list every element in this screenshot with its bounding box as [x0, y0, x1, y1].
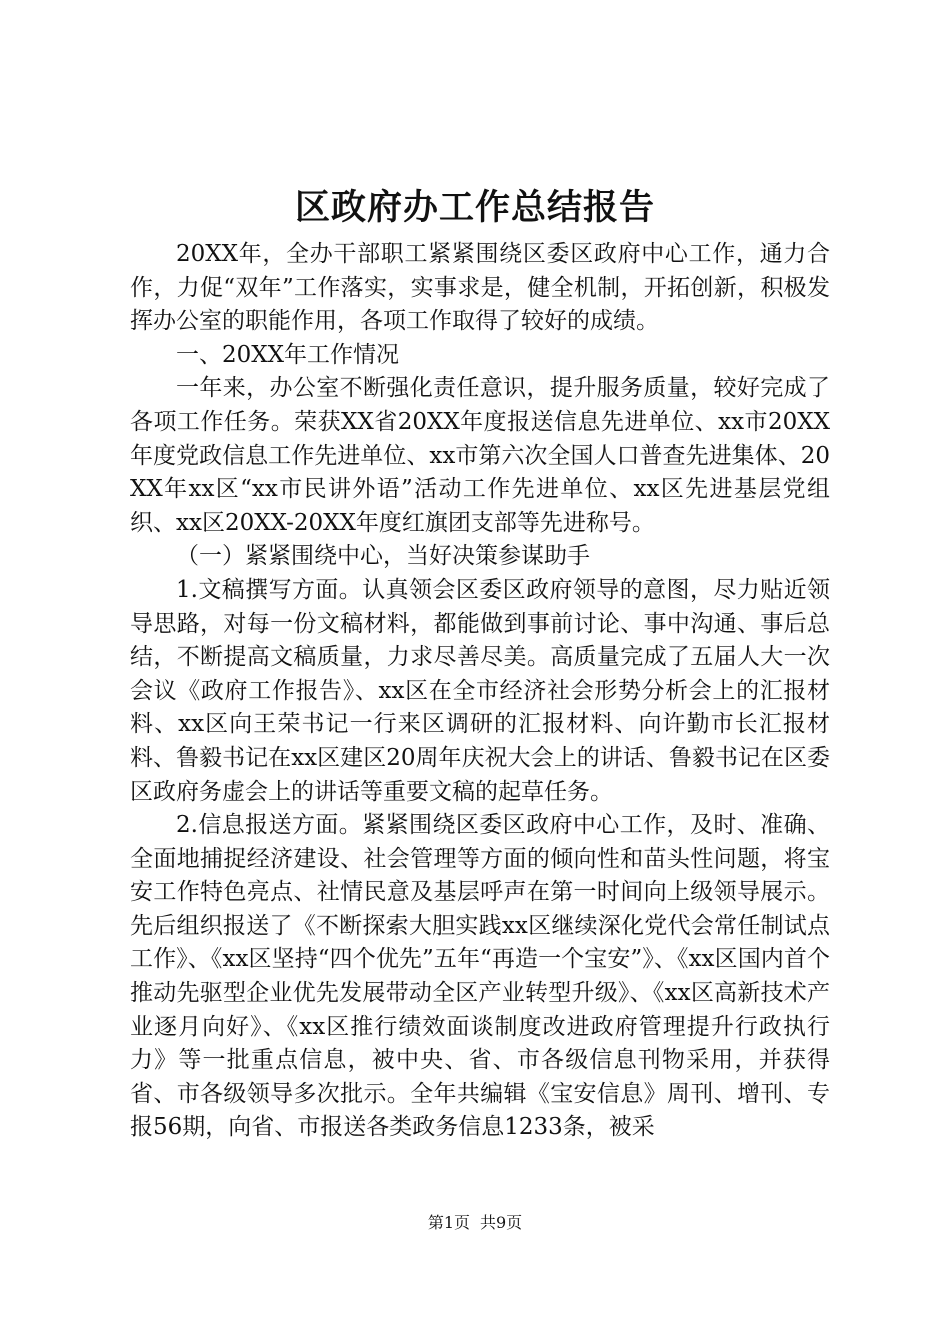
document-body	[130, 238, 830, 1145]
page-number: 第1页	[427, 1213, 470, 1232]
document-title: 区政府办工作总结报告	[294, 187, 655, 228]
page-total: 共9页	[480, 1213, 523, 1232]
paragraph-intro: 20XX年，全办干部职工紧紧围绕区委区政府中心工作，通力合作，力促“双年”工作落实，实事求是，健全机制，开拓创新，积极发挥办公室的职能作用，各项工作取得了较好的成绩。	[130, 241, 830, 335]
page-footer	[0, 1212, 950, 1234]
paragraph-overview: 一年来，办公室不断强化责任意识，提升服务质量，较好完成了各项工作任务。荣获XX省20XX年度报送信息先进单位、xx市20XX年度党政信息工作先进单位、xx市第六次全国人口普查先进集体、20XX年xx区“xx市民讲外语”活动工作先进单位、xx区先进基层党组织、xx区20XX-20XX年度红旗团支部等先进称号。	[130, 375, 830, 536]
subsection-heading-1: （一）紧紧围绕中心，当好决策参谋助手	[176, 543, 590, 570]
paragraph-information: 2.信息报送方面。紧紧围绕区委区政府中心工作，及时、准确、全面地捕捉经济建设、社会管理等方面的倾向性和苗头性问题，将宝安工作特色亮点、社情民意及基层呼声在第一时间向上级领导展示。先后组织报送了《不断探索大胆实践xx区继续深化党代会常任制试点工作》、《xx区坚持“四个优先”五年“再造一个宝安”》、《xx区国内首个推动先驱型企业优先发展带动全区产业转型升级》、《xx区高新技术产业逐月向好》、《xx区推行绩效面谈制度改进政府管理提升行政执行力》等一批重点信息，被中央、省、市各级信息刊物采用，并获得省、市各级领导多次批示。全年共编辑《宝安信息》周刊、增刊、专报56期，向省、市报送各类政务信息1233条，被采	[130, 812, 830, 1141]
paragraph-drafting: 1.文稿撰写方面。认真领会区委区政府领导的意图，尽力贴近领导思路，对每一份文稿材料，都能做到事前讨论、事中沟通、事后总结，不断提高文稿质量，力求尽善尽美。高质量完成了五届人大一次会议《政府工作报告》、xx区在全市经济社会形势分析会上的汇报材料、xx区向王荣书记一行来区调研的汇报材料、向许勤市长汇报材料、鲁毅书记在xx区建区20周年庆祝大会上的讲话、鲁毅书记在区委区政府务虚会上的讲话等重要文稿的起草任务。	[130, 576, 830, 805]
section-heading-1: 一、20XX年工作情况	[176, 341, 400, 368]
